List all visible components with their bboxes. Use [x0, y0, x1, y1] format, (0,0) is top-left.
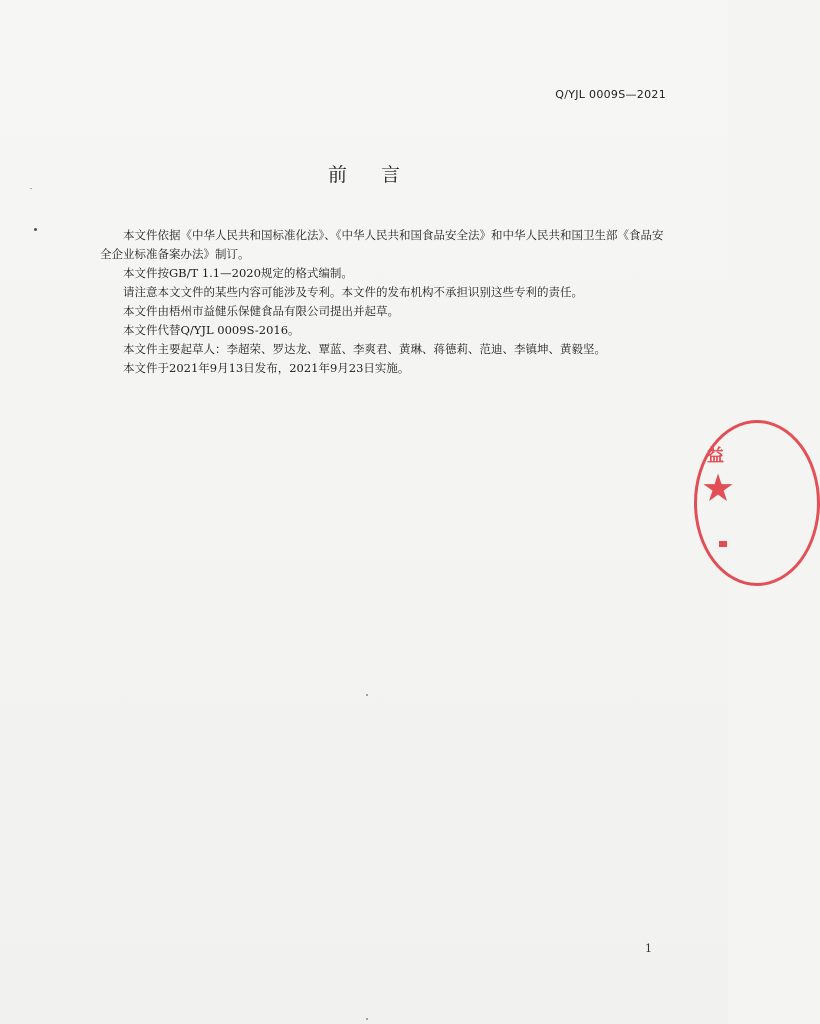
paragraph-drafters: 本文件主要起草人：李超荣、罗达龙、覃蓝、李爽君、黄琳、蒋德莉、范迪、李镇坤、黄毅坚。: [123, 342, 606, 356]
document-code: Q/YJL 0009S—2021: [555, 88, 666, 101]
scan-speck: [34, 228, 37, 231]
page-title: 前言: [327, 164, 434, 186]
paragraph-patent-notice: 请注意本文文件的某些内容可能涉及专利。本文件的发布机构不承担识别这些专利的责任。: [123, 285, 583, 299]
scan-speck: [30, 188, 32, 189]
company-seal: [694, 420, 820, 586]
paragraph-dates: 本文件于2021年9月13日发布，2021年9月23日实施。: [123, 361, 410, 375]
paragraph-replaces: 本文件代替Q/YJL 0009S-2016。: [123, 323, 300, 337]
paragraph-format: 本文件按GB/T 1.1—2020规定的格式编制。: [123, 266, 353, 280]
preface-body: [100, 226, 670, 378]
scan-speck: [366, 1018, 368, 1020]
paragraph-proposer: 本文件由梧州市益健乐保健食品有限公司提出并起草。: [123, 304, 399, 318]
page-number: 1: [645, 942, 652, 955]
seal-mark: [719, 541, 727, 547]
scan-speck: [366, 694, 368, 696]
seal-star-icon: ★: [701, 466, 736, 510]
paragraph-basis: 本文件依据《中华人民共和国标准化法》、《中华人民共和国食品安全法》和中华人民共和国卫生部《食品安全企业标准备案办法》制订。: [100, 228, 664, 261]
seal-text: 益: [707, 446, 724, 466]
